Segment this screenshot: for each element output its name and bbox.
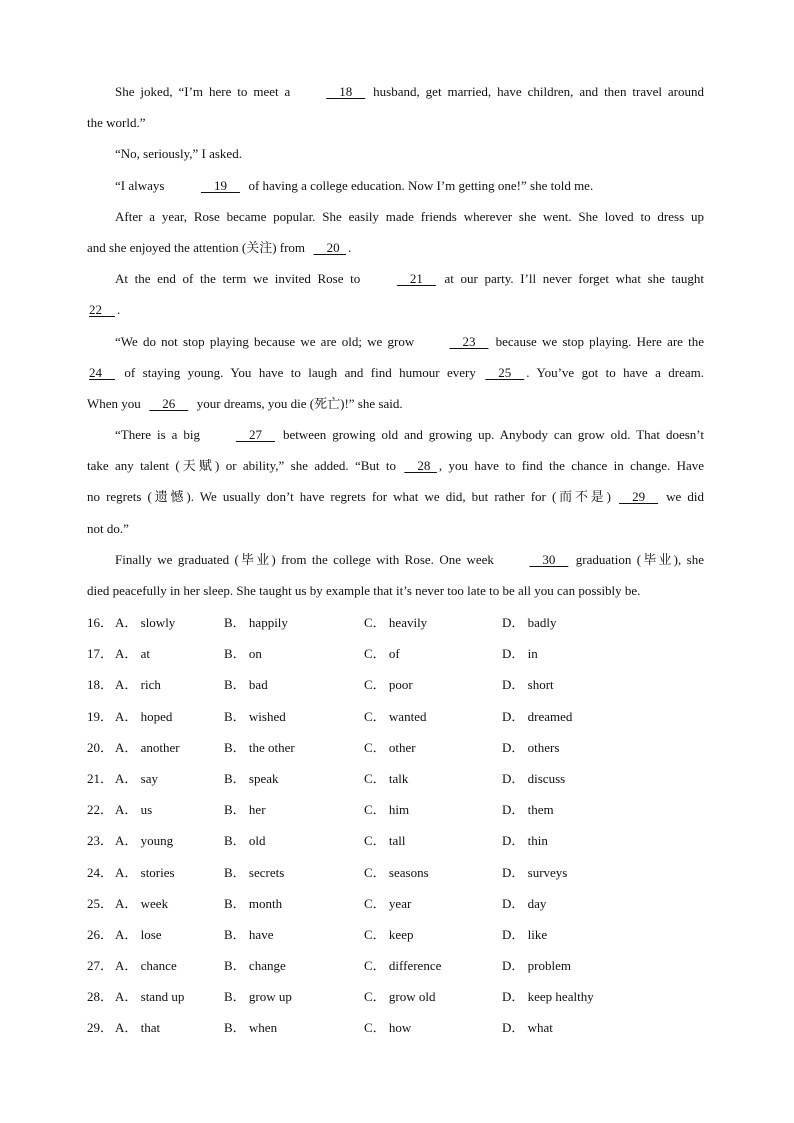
blank-number: 23 xyxy=(462,334,476,349)
option-c: C． year xyxy=(364,895,412,911)
text-line xyxy=(87,481,704,512)
text: “No, seriously,” I asked. xyxy=(115,146,242,161)
option-row xyxy=(87,888,704,919)
text: your dreams, you die (死亡)!” she said. xyxy=(196,396,403,412)
text: “We do not stop playing because we are old; we grow xyxy=(115,334,415,349)
text-line xyxy=(87,294,704,325)
text: because we stop playing. Here are the xyxy=(495,334,705,349)
question-number: 20． xyxy=(87,739,114,755)
blank-28 xyxy=(402,450,439,481)
blank-number: 24 xyxy=(89,365,102,381)
question-number: 21． xyxy=(87,770,114,786)
option-row xyxy=(87,794,704,825)
option-a: A． stand up xyxy=(115,989,185,1005)
option-row xyxy=(87,981,704,1012)
text: “There is a big xyxy=(115,427,201,442)
option-a: A． at xyxy=(115,646,151,662)
question-number: 24． xyxy=(87,864,114,880)
option-row xyxy=(87,607,704,638)
question-number: 19． xyxy=(87,708,114,724)
option-d: D． keep healthy xyxy=(502,989,594,1005)
option-d: D． dreamed xyxy=(502,708,573,724)
text: . xyxy=(348,240,352,256)
option-row xyxy=(87,857,704,888)
option-row xyxy=(87,1012,704,1043)
text-line xyxy=(87,201,704,232)
blank-29 xyxy=(617,481,660,512)
paragraph-18 xyxy=(87,76,704,138)
blank-20 xyxy=(312,232,352,263)
text-line xyxy=(87,388,704,419)
option-b: B． grow up xyxy=(224,989,292,1005)
text: Finally we graduated (毕业) from the college with Rose. One week xyxy=(115,552,494,567)
paragraph-23-26 xyxy=(87,326,704,420)
option-a: A． stories xyxy=(115,864,175,880)
option-c: C． of xyxy=(364,646,400,662)
blank-27 xyxy=(206,419,277,450)
blank-number: 22 xyxy=(89,302,102,318)
option-a: A． chance xyxy=(115,958,177,974)
paragraph-19 xyxy=(87,170,704,201)
blank-22 xyxy=(87,294,117,325)
option-row xyxy=(87,732,704,763)
option-a: A． slowly xyxy=(115,615,176,630)
text-line xyxy=(87,76,704,107)
option-b: B． wished xyxy=(224,708,286,724)
text: . You’ve got to have a dream. xyxy=(526,365,705,381)
text-line xyxy=(87,450,704,481)
answer-options-list xyxy=(87,607,704,1044)
option-c: C． talk xyxy=(364,770,409,786)
text: and she enjoyed the attention (关注) from xyxy=(87,240,306,256)
text: . xyxy=(117,302,121,318)
option-a: A． rich xyxy=(115,677,161,693)
option-a: A． say xyxy=(115,770,158,786)
option-c: C． heavily xyxy=(364,615,428,630)
option-b: B． bad xyxy=(224,677,268,693)
option-d: D． them xyxy=(502,802,554,818)
blank-number: 30 xyxy=(542,552,556,567)
text: husband, get married, have children, and then travel around xyxy=(373,84,705,99)
paragraph-20 xyxy=(87,201,704,263)
paragraph-21-22 xyxy=(87,263,704,325)
option-b: B． when xyxy=(224,1020,278,1036)
option-c: C． keep xyxy=(364,926,414,942)
option-d: D． short xyxy=(502,677,554,693)
option-c: C． wanted xyxy=(364,708,427,724)
text: of having a college education. Now I’m getting one!” she told me. xyxy=(248,178,594,193)
blank-21 xyxy=(367,263,438,294)
option-d: D． in xyxy=(502,646,538,662)
option-d: D． problem xyxy=(502,958,571,974)
blank-number: 29 xyxy=(632,489,646,505)
question-number: 26． xyxy=(87,926,114,942)
text: died peacefully in her sleep. She taught us by example that it’s never too late to be all you can possibly be. xyxy=(87,583,641,599)
option-a: A． hoped xyxy=(115,708,173,724)
text-line xyxy=(87,357,704,388)
option-c: C． other xyxy=(364,739,416,755)
blank-number: 27 xyxy=(248,427,262,442)
question-number: 23． xyxy=(87,833,114,849)
option-b: B． have xyxy=(224,926,274,942)
option-row xyxy=(87,638,704,669)
text-line xyxy=(87,107,704,138)
question-number: 28． xyxy=(87,989,114,1005)
option-b: B． old xyxy=(224,833,266,849)
option-d: D． like xyxy=(502,926,548,942)
option-c: C． difference xyxy=(364,958,442,974)
option-a: A． us xyxy=(115,802,153,818)
option-a: A． lose xyxy=(115,926,162,942)
option-d: D． thin xyxy=(502,833,548,849)
text-line xyxy=(87,138,704,169)
text-line xyxy=(87,263,704,294)
option-a: A． that xyxy=(115,1020,161,1036)
option-b: B． on xyxy=(224,646,262,662)
option-d: D． day xyxy=(502,895,547,911)
option-row xyxy=(87,919,704,950)
text: “I always xyxy=(115,178,165,193)
option-c: C． grow old xyxy=(364,989,436,1005)
option-d: D． what xyxy=(502,1020,553,1036)
question-number: 17． xyxy=(87,646,114,662)
paragraph-27-29 xyxy=(87,419,704,544)
text: graduation (毕业), she xyxy=(575,552,704,567)
option-d: D． others xyxy=(502,739,560,755)
option-b: B． the other xyxy=(224,739,295,755)
option-b: B． secrets xyxy=(224,864,285,880)
option-d: D． surveys xyxy=(502,864,568,880)
option-row xyxy=(87,950,704,981)
text: no regrets (遗憾). We usually don’t have regrets for what we did, but rather for (而不是) xyxy=(87,489,611,505)
text-line xyxy=(87,170,704,201)
blank-23 xyxy=(419,326,490,357)
option-b: B． happily xyxy=(224,615,288,630)
blank-number: 25 xyxy=(498,365,512,381)
text-line xyxy=(87,419,704,450)
question-number: 27． xyxy=(87,958,114,974)
text: the world.” xyxy=(87,115,146,131)
text: not do.” xyxy=(87,520,129,536)
option-d: D． discuss xyxy=(502,770,566,786)
option-a: A． week xyxy=(115,895,169,911)
blank-24 xyxy=(87,357,117,388)
text: we did xyxy=(666,489,705,505)
blank-18 xyxy=(296,76,367,107)
blank-19 xyxy=(171,170,242,201)
blank-number: 19 xyxy=(213,178,227,193)
question-number: 18． xyxy=(87,677,114,693)
text-line xyxy=(87,232,704,263)
question-number: 22． xyxy=(87,802,114,818)
option-c: C． poor xyxy=(364,677,413,693)
blank-number: 18 xyxy=(339,84,353,99)
option-c: C． him xyxy=(364,802,410,818)
option-b: B． month xyxy=(224,895,283,911)
blank-25 xyxy=(483,357,526,388)
text-line xyxy=(87,326,704,357)
paragraph-asked xyxy=(87,138,704,169)
blank-26 xyxy=(147,388,190,419)
blank-number: 28 xyxy=(417,458,431,474)
option-c: C． how xyxy=(364,1020,412,1036)
text-line xyxy=(87,544,704,575)
option-row xyxy=(87,701,704,732)
option-a: A． another xyxy=(115,739,180,755)
text: at our party. I’ll never forget what she taught xyxy=(444,271,705,286)
option-c: C． seasons xyxy=(364,864,429,880)
option-c: C． tall xyxy=(364,833,406,849)
question-number: 29． xyxy=(87,1020,114,1036)
option-d: D． badly xyxy=(502,615,557,630)
text-line xyxy=(87,513,704,544)
paragraph-30 xyxy=(87,544,704,606)
blank-30 xyxy=(499,544,570,575)
option-b: B． speak xyxy=(224,770,279,786)
text-line xyxy=(87,575,704,606)
question-number: 16． xyxy=(87,615,114,630)
question-number: 25． xyxy=(87,895,114,911)
text: At the end of the term we invited Rose to xyxy=(115,271,361,286)
blank-number: 20 xyxy=(326,240,340,256)
text: She joked, “I’m here to meet a xyxy=(115,84,291,99)
blank-number: 26 xyxy=(162,396,176,412)
text: of staying young. You have to laugh and find humour every xyxy=(124,365,476,381)
option-a: A． young xyxy=(115,833,174,849)
option-b: B． her xyxy=(224,802,266,818)
option-row xyxy=(87,825,704,856)
blank-number: 21 xyxy=(409,271,423,286)
option-row xyxy=(87,763,704,794)
text: between growing old and growing up. Anybody can grow old. That doesn’t xyxy=(282,427,705,442)
option-b: B． change xyxy=(224,958,286,974)
option-row xyxy=(87,669,704,700)
text: , you have to find the chance in change. Have xyxy=(438,458,705,474)
text: After a year, Rose became popular. She easily made friends wherever she went. She loved to dress up xyxy=(115,209,704,224)
text: take any talent (天赋) or ability,” she added. “But to xyxy=(87,458,397,474)
text: When you xyxy=(87,396,141,412)
